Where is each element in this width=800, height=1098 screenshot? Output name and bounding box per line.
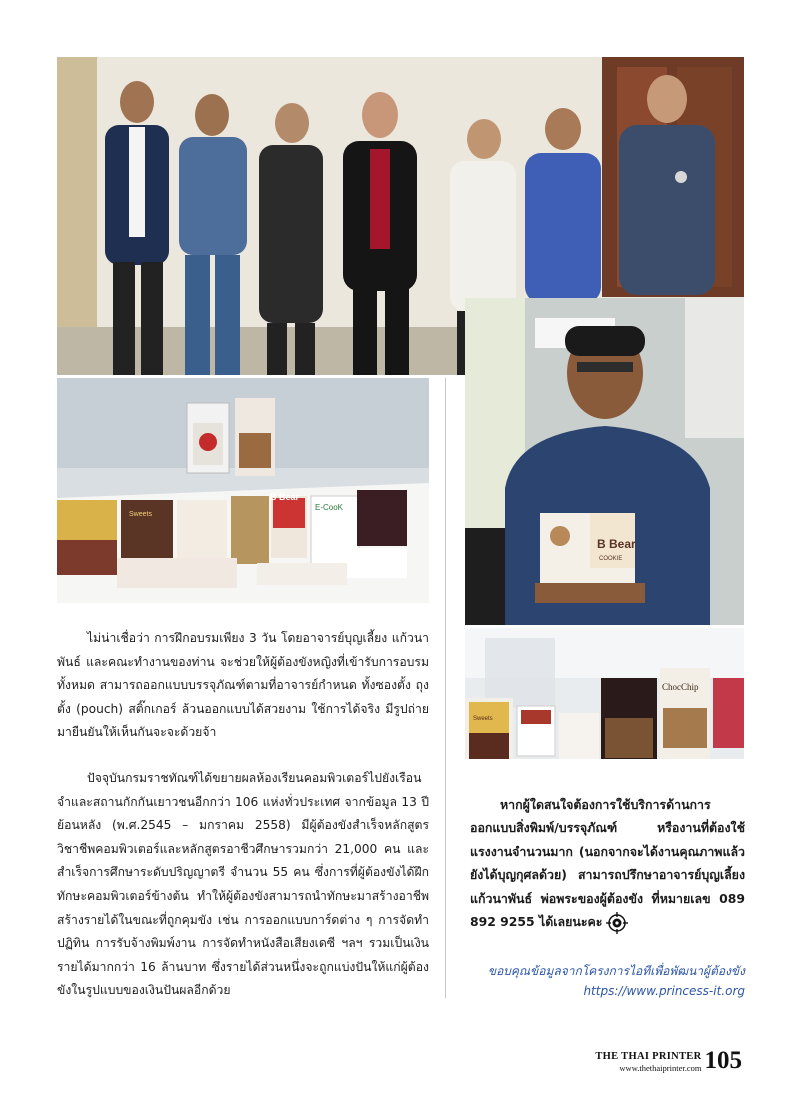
- label-cookie-small: COOKIE: [599, 556, 623, 562]
- credit-thanks: ขอบคุณข้อมูลจากโครงการไอทีเพื่อพัฒนาผู้ต้องขัง: [487, 964, 745, 978]
- label-choco-chip: ChocChip: [662, 682, 699, 692]
- contact-info: [470, 793, 745, 934]
- page-footer: [595, 1044, 742, 1074]
- target-icon: [606, 912, 628, 934]
- article-paragraph-2: [57, 767, 429, 1003]
- footer-text: [595, 1051, 701, 1074]
- magazine-name: THE THAI PRINTER: [595, 1051, 702, 1062]
- instructor-photo: [465, 298, 744, 625]
- article-paragraph-1-text: ไม่น่าเชื่อว่า การฝึกอบรมเพียง 3 วัน โดยอาจารย์บุญเลี้ยง แก้วนาพันธ์ และคณะทำงานของท่าน จะช่วยให้ผู้ต้องขังหญิงที่เข้ารับการอบรมทั้งหมด สามารถออกแบบบรรจุภัณฑ์ตามที่อาจารย์กำหนด ทั้งซองตั้ง ถุงตั้ง (pouch) สติ๊กเกอร์ ล้วนออกแบบได้สวยงาม ใช้การได้จริง มีรูปถ่ายมายืนยันให้เห็นกันจะจะด้วยจ้า: [57, 631, 429, 740]
- label-sweet: Sweets: [129, 511, 152, 518]
- magazine-website: www.thethaiprinter.com: [619, 1063, 702, 1073]
- label-e-cook: E-CooK: [315, 503, 344, 512]
- label-sweet-small: Sweets: [473, 716, 493, 722]
- packaging-table-photo: [57, 378, 429, 603]
- column-divider: [445, 378, 446, 998]
- label-b-bear-held: B Bear: [597, 537, 636, 551]
- label-b-bear: B Bear: [270, 492, 300, 502]
- article-paragraph-1: [57, 627, 429, 745]
- contact-text: หากผู้ใดสนใจต้องการใช้บริการด้านการออกแบบสิ่งพิมพ์/บรรจุภัณฑ์ หรืองานที่ต้องใช้แรงงานจำนวนมาก (นอกจากจะได้งานคุณภาพแล้ว ยังได้บุญกุศลด้วย) สามารถปรึกษาอาจารย์บุญเลี้ยง แก้วนาพันธ์ พ่อพระของผู้ต้องขัง ที่หมายเลข 089 892 9255 ได้เลยนะคะ: [470, 797, 745, 930]
- page-number: 105: [704, 1047, 742, 1074]
- packaging-closeup-photo: [465, 628, 744, 759]
- credit-url-link[interactable]: https://www.princess-it.org: [583, 984, 745, 998]
- article-paragraph-2-text: ปัจจุบันกรมราชทัณฑ์ได้ขยายผลห้องเรียนคอมพิวเตอร์ไปยังเรือนจำและสถานกักกันเยาวชนอีกกว่า 106 แห่งทั่วประเทศ จากข้อมูล 13 ปีย้อนหลัง (พ.ศ.2545 – มกราคม 2558) มีผู้ต้องขังสำเร็จหลักสูตรวิชาชีพคอมพิวเตอร์และหลักสูตรอาชีวศึกษารวมกว่า 21,000 คน และสำเร็จการศึกษาระดับปริญญาตรี จำนวน 55 คน ซึ่งการที่ผู้ต้องขังได้ฝึกทักษะคอมพิวเตอร์ข้างต้น ทำให้ผู้ต้องขังสามารถนำทักษะมาสร้างอาชีพ สร้างรายได้ในขณะที่ถูกคุมขัง เช่น การออกแบบการ์ดต่าง ๆ การจัดทำปฏิทิน การรับจ้างพิมพ์งาน การจัดทำหนังสือเสียงเดซี ฯลฯ รวมเป็นเงินรายได้มากกว่า 16 ล้านบาท ซึ่งรายได้ส่วนหนึ่งจะถูกแบ่งปันให้แก่ผู้ต้องขังในรูปแบบของเงินปันผลอีกด้วย: [57, 771, 429, 998]
